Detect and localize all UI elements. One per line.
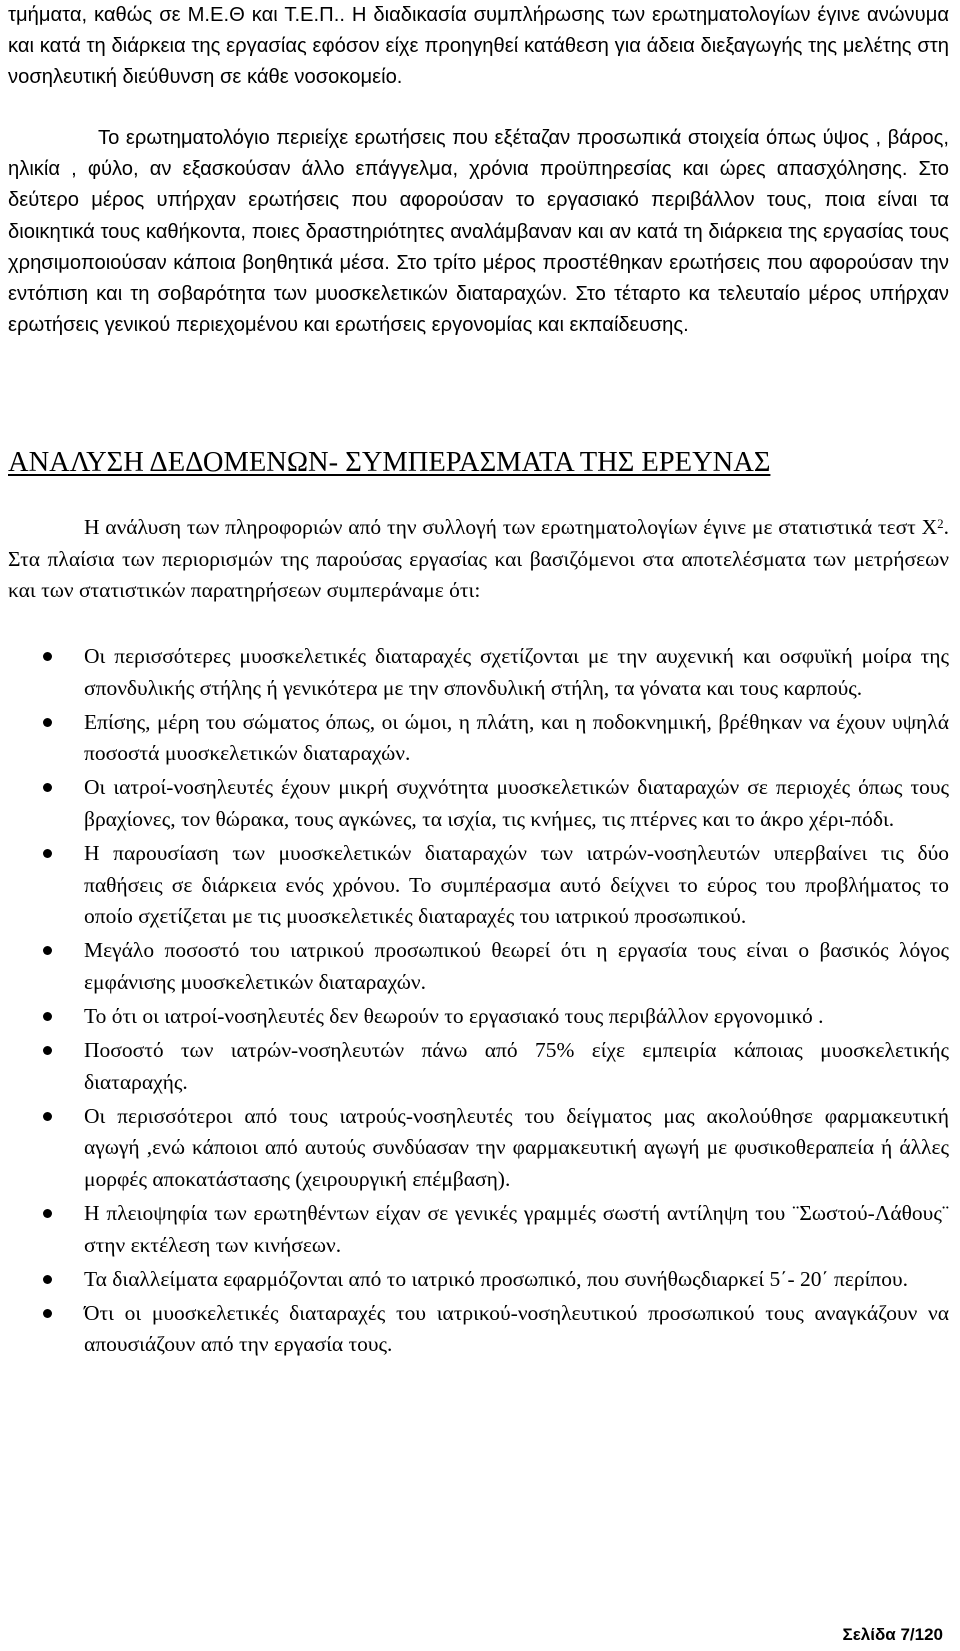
- bullet-icon: [43, 1309, 52, 1318]
- list-item-text: Οι περισσότεροι από τους ιατρούς-νοσηλευτές του δείγματος μας ακολούθησε φαρμακευτική αγωγή ,ενώ κάποιοι από αυτούς συνδύασαν την φαρμακευτική αγωγή με φυσικοθεραπεία ή άλλες μορφές αποκατάστασης (χειρουργική επέμβαση).: [84, 1103, 949, 1191]
- list-item: [0, 772, 949, 835]
- bullet-icon: [43, 1046, 52, 1055]
- bullet-icon: [43, 652, 52, 661]
- list-item-text: Ποσοστό των ιατρών-νοσηλευτών πάνω από 75% είχε εμπειρία κάποιας μυοσκελετικής διαταραχής.: [84, 1038, 949, 1094]
- list-item-text: Επίσης, μέρη του σώματος όπως, οι ώμοι, η πλάτη, και η ποδοκνημική, βρέθηκαν να έχουν υψηλά ποσοστά μυοσκελετικών διαταραχών.: [84, 709, 949, 766]
- list-item: [0, 935, 949, 998]
- list-item: [0, 1101, 949, 1196]
- list-item-text: Οι περισσότερες μυοσκελετικές διαταραχές σχετίζονται με την αυχενική και οσφυϊκή μοίρα της σπονδυλικής στήλης ή γενικότερα με την σπονδυλική στήλη, τα γόνατα και τους καρπούς.: [84, 644, 949, 700]
- page-number: Σελίδα 7/120: [842, 1625, 943, 1644]
- intro-paragraph-2: [8, 123, 949, 341]
- list-item: [0, 1264, 949, 1296]
- bullet-icon: [43, 849, 52, 858]
- intro-paragraph-2-text: Το ερωτηματολόγιο περιείχε ερωτήσεις που εξέταζαν προσωπικά στοιχεία όπως ύψος , βάρος, ηλικία , φύλο, αν εξασκούσαν άλλο επάγγελμα, χρόνια προϋπηρεσίας και ώρες απασχόλησης. Στο δεύτερο μέρος υπήρχαν ερωτήσεις που αφορούσαν το εργασιακό περιβάλλον τους, ποια είναι τα διοικητικά τους καθήκοντα, ποιες δραστηριότητες αναλάμβαναν και αν κατά τη διάρκεια της εργασίας τους χρησιμοποιούσαν κάποια βοηθητικά μέσα. Στο τρίτο μέρος προστέθηκαν ερωτήσεις που αφορούσαν την εντόπιση και τη σοβαρότητα των μυοσκελετικών διαταραχών. Στο τέταρτο κα τελευταίο μέρος υπήρχαν ερωτήσεις γενικού περιεχομένου και ερωτήσεις εργονομίας και εκπαίδευσης.: [8, 127, 949, 337]
- list-item-text: Η παρουσίαση των μυοσκελετικών διαταραχών των ιατρών-νοσηλευτών υπερβαίνει τις δύο παθήσεις σε διάρκεια ενός χρόνου. Το συμπέρασμα αυτό δείχνει το εύρος του προβλήματος το οποίο σχετίζεται με τις μυοσκελετικές διαταραχές του ιατρικού προσωπικού.: [84, 841, 949, 929]
- bullet-icon: [43, 783, 52, 792]
- bullet-icon: [43, 718, 52, 727]
- analysis-paragraph: [8, 512, 949, 607]
- intro-paragraph-1: [8, 0, 949, 94]
- list-item: [0, 1001, 949, 1033]
- intro-paragraph-1-text: τμήματα, καθώς σε Μ.Ε.Θ και Τ.Ε.Π.. Η διαδικασία συμπλήρωσης των ερωτηματολογίων έγινε ανώνυμα και κατά τη διάρκεια της εργασίας εφόσον είχε προηγηθεί κατάθεση για άδεια διεξαγωγής της μελέτης στη νοσηλευτική διεύθυνση σε κάθε νοσοκομείο.: [8, 4, 949, 89]
- bullet-icon: [43, 1209, 52, 1218]
- chi-square-superscript: 2: [937, 516, 944, 531]
- list-item-text: Οι ιατροί-νοσηλευτές έχουν μικρή συχνότητα μυοσκελετικών διαταραχών σε περιοχές όπως τους βραχίονες, τον θώρακα, τους αγκώνες, τα ισχία, τις κνήμες, τις πτέρνες και το άκρο χέρι-πόδι.: [84, 775, 949, 831]
- analysis-text-end: . Στα πλαίσια των περιορισμών της παρούσας εργασίας και βασιζόμενοι στα αποτελέσματα των μετρήσεων και των στατιστικών παρατηρήσεων συμπεράναμε ότι:: [8, 515, 949, 603]
- list-item: [0, 641, 949, 704]
- list-item: [0, 707, 949, 770]
- section-title: ΑΝΑΛΥΣΗ ΔΕΔΟΜΕΝΩΝ- ΣΥΜΠΕΡΑΣΜΑΤΑ ΤΗΣ ΕΡΕΥΝΑΣ: [8, 447, 771, 478]
- analysis-text-start: Η ανάλυση των πληροφοριών από την συλλογή των ερωτηματολογίων έγινε με στατιστικά τεστ Χ: [84, 515, 938, 539]
- list-item-text: Τα διαλλείματα εφαρμόζονται από το ιατρικό προσωπικό, που συνήθωςδιαρκεί 5΄- 20΄ περίπου.: [84, 1266, 909, 1291]
- list-item-text: Το ότι οι ιατροί-νοσηλευτές δεν θεωρούν το εργασιακό τους περιβάλλον εργονομικό .: [84, 1004, 824, 1029]
- analysis-paragraph-text: [8, 512, 949, 607]
- bullet-icon: [43, 946, 52, 955]
- bullet-icon: [43, 1275, 52, 1284]
- bullet-icon: [43, 1012, 52, 1021]
- list-item: [0, 1035, 949, 1098]
- list-item-text: Ότι οι μυοσκελετικές διαταραχές του ιατρικού-νοσηλευτικού προσωπικού τους αναγκάζουν να απουσιάζουν από την εργασία τους.: [84, 1300, 949, 1357]
- bullet-icon: [43, 1112, 52, 1121]
- list-item: [0, 838, 949, 933]
- conclusions-list: [0, 641, 949, 1364]
- list-item: [0, 1298, 949, 1361]
- list-item: [0, 1198, 949, 1261]
- list-item-text: Μεγάλο ποσοστό του ιατρικού προσωπικού θεωρεί ότι η εργασία τους είναι ο βασικός λόγος εμφάνισης μυοσκελετικών διαταραχών.: [84, 938, 949, 994]
- list-item-text: Η πλειοψηφία των ερωτηθέντων είχαν σε γενικές γραμμές σωστή αντίληψη του ¨Σωστού-Λάθους¨ στην εκτέλεση των κινήσεων.: [84, 1201, 949, 1257]
